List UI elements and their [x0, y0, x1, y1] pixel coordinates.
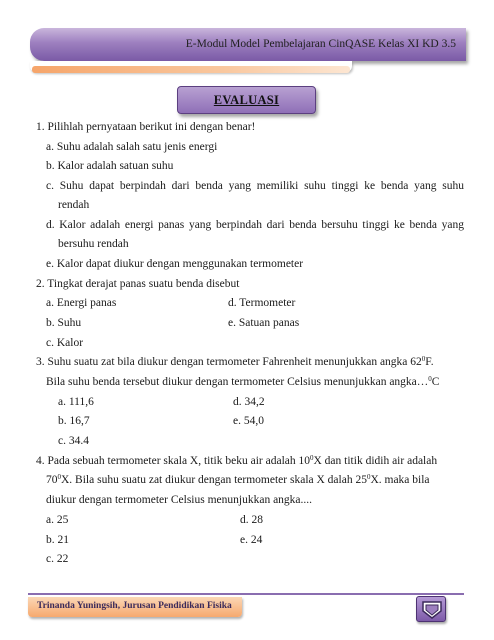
question-3-option-d: d. 34,2 [233, 396, 265, 408]
question-2-option-e: e. Satuan panas [228, 317, 300, 329]
question-1-option-d: d. Kalor adalah energi panas yang berpindah dari benda bersuhu tinggi ke benda yang [46, 219, 464, 231]
footer-divider [28, 593, 464, 595]
section-title: EVALUASI [213, 93, 280, 107]
question-4-option-b: b. 21 [46, 534, 69, 546]
question-4-option-d: d. 28 [240, 514, 263, 526]
question-4-option-e: e. 24 [240, 534, 263, 546]
question-2-option-b: b. Suhu [46, 317, 82, 329]
header-accent-bar [32, 66, 350, 73]
question-3-option-a: a. 111,6 [58, 396, 94, 408]
question-1-option-b: b. Kalor adalah satuan suhu [46, 160, 174, 172]
question-1-option-a: a. Suhu adalah salah satu jenis energi [46, 141, 218, 153]
chevron-down-icon [421, 600, 443, 620]
question-2-option-d: d. Termometer [228, 297, 296, 309]
next-page-button[interactable] [416, 596, 446, 622]
question-3-option-c: c. 34.4 [58, 435, 89, 447]
section-title-box [177, 86, 316, 114]
question-4: 4. Pada sebuah termometer skala X, titik beku air adalah $10^0X$ dan titik didih air adalah [36, 454, 438, 467]
question-1-option-e: e. Kalor dapat diukur dengan menggunakan termometer [46, 258, 304, 270]
module-title: E-Modul Model Pembelajaran CinQASE Kelas XI KD 3.5 [185, 38, 456, 50]
footer-author-tag [28, 597, 242, 617]
question-4-cont-2: diukur dengan termometer Celsius menunjukkan angka.... [46, 494, 313, 506]
question-2-option-a: a. Energi panas [46, 297, 117, 309]
footer-author: Trinanda Yuningsih, Jurusan Pendidikan Fisika [37, 601, 232, 611]
question-4-option-c: c. 22 [46, 553, 69, 565]
question-4-cont: $70^0X$. Bila suhu suatu zat diukur dengan termometer skala X dalah $25^0X$. maka bila [46, 473, 430, 486]
question-3-cont: Bila suhu benda tersebut diukur dengan termometer Celsius menunjukkan angka…$^0$C [46, 375, 440, 388]
header-banner [30, 28, 466, 61]
question-2-option-c: c. Kalor [46, 337, 84, 349]
question-1-option-d-cont: bersuhu rendah [58, 238, 129, 250]
question-4-option-a: a. 25 [46, 514, 69, 526]
question-3-option-b: b. 16,7 [58, 415, 90, 427]
question-1: 1. Pilihlah pernyataan berikut ini dengan benar! [36, 121, 256, 133]
question-3: 3. Suhu suatu zat bila diukur dengan termometer Fahrenheit menunjukkan angka $62^0F$. [36, 355, 434, 368]
question-1-option-c: c. Suhu dapat berpindah dari benda yang memiliki suhu tinggi ke benda yang suhu [46, 180, 464, 192]
question-3-option-e: e. 54,0 [233, 415, 264, 427]
question-1-option-c-cont: rendah [58, 199, 90, 211]
question-2: 2. Tingkat derajat panas suatu benda disebut [36, 278, 240, 290]
